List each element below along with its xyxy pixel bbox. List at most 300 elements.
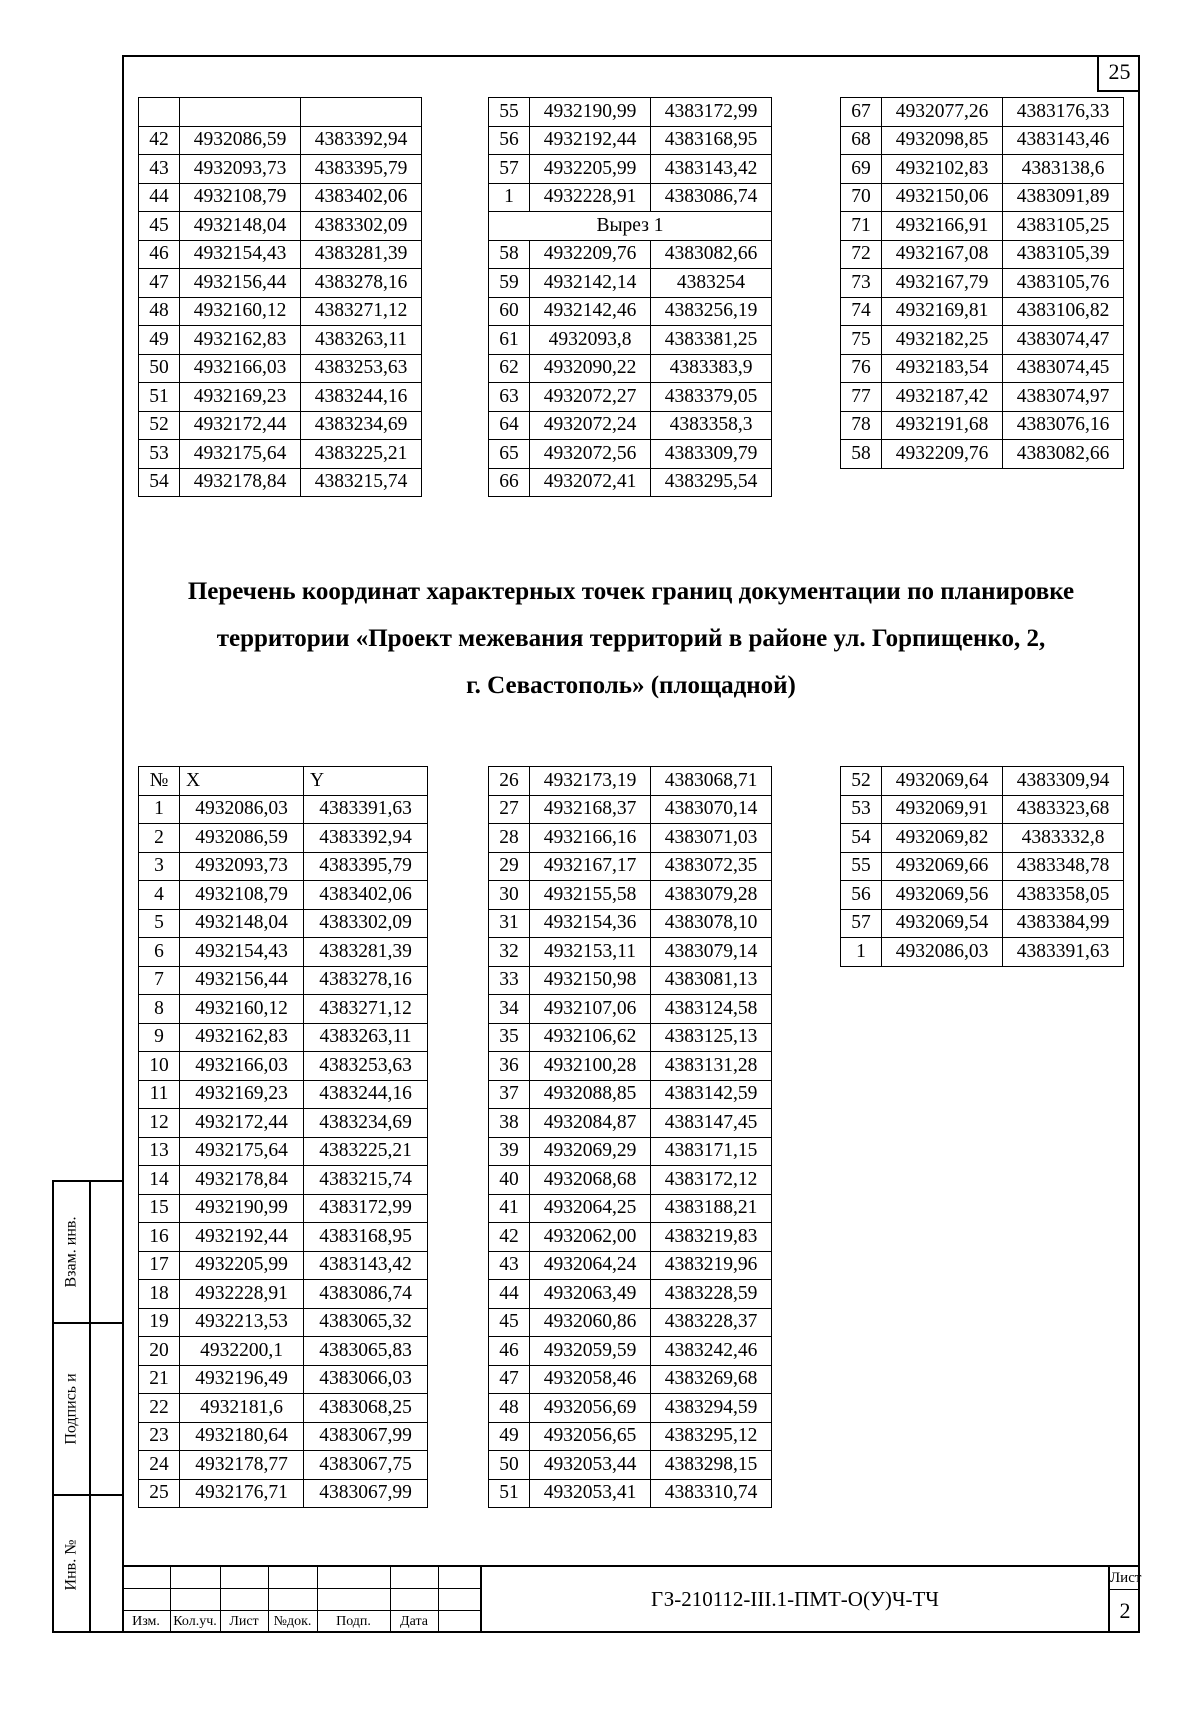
coord-x: 4932205,99 xyxy=(530,155,651,184)
title-line-1: Перечень координат характерных точек границ документации по планировке xyxy=(187,578,1075,605)
point-number: 67 xyxy=(841,98,882,127)
point-number: 42 xyxy=(139,126,180,155)
coord-y: 4383067,99 xyxy=(304,1422,428,1451)
table-row xyxy=(489,1394,772,1423)
table-row xyxy=(139,881,428,910)
table-row xyxy=(139,354,422,383)
coord-x xyxy=(180,98,301,127)
coord-x: 4932150,98 xyxy=(530,966,651,995)
coord-x: 4932205,99 xyxy=(180,1251,304,1280)
coord-x: 4932056,65 xyxy=(530,1422,651,1451)
coord-x: 4932162,83 xyxy=(180,1023,304,1052)
table-row xyxy=(489,1137,772,1166)
point-number xyxy=(139,98,180,127)
coord-y: 4383143,42 xyxy=(304,1251,428,1280)
table-row xyxy=(489,909,772,938)
coord-x: 4932102,83 xyxy=(882,155,1003,184)
coord-x: 4932175,64 xyxy=(180,1137,304,1166)
coord-y: 4383068,71 xyxy=(651,767,772,796)
table-row xyxy=(139,966,428,995)
table-row xyxy=(139,326,422,355)
coord-y: 4383302,09 xyxy=(304,909,428,938)
coord-y: 4383395,79 xyxy=(304,852,428,881)
table-row xyxy=(841,767,1124,796)
coord-x: 4932064,25 xyxy=(530,1194,651,1223)
coord-x: 4932072,41 xyxy=(530,468,651,497)
point-number: 56 xyxy=(489,126,530,155)
point-number: 3 xyxy=(139,852,180,881)
coord-y: 4383310,74 xyxy=(651,1479,772,1508)
coord-y: 4383079,28 xyxy=(651,881,772,910)
point-number: 29 xyxy=(489,852,530,881)
coord-y: 4383295,54 xyxy=(651,468,772,497)
table-row xyxy=(139,909,428,938)
table-row xyxy=(841,183,1124,212)
point-number: 65 xyxy=(489,440,530,469)
coord-y: 4383278,16 xyxy=(304,966,428,995)
table-row xyxy=(139,1394,428,1423)
coord-x: 4932155,58 xyxy=(530,881,651,910)
title-block-header: Дата xyxy=(400,1614,428,1629)
point-number: 15 xyxy=(139,1194,180,1223)
title-block-header: Лист xyxy=(229,1614,259,1629)
coord-x: 4932084,87 xyxy=(530,1109,651,1138)
coord-y: 4383072,35 xyxy=(651,852,772,881)
point-number: 40 xyxy=(489,1166,530,1195)
table-row xyxy=(139,1166,428,1195)
header-point-number: № xyxy=(139,767,180,796)
table-row xyxy=(139,1337,428,1366)
coord-x: 4932168,37 xyxy=(530,795,651,824)
table-row xyxy=(489,383,772,412)
coord-table-bottom-3 xyxy=(840,766,1124,967)
point-number: 13 xyxy=(139,1137,180,1166)
coord-x: 4932098,85 xyxy=(882,126,1003,155)
coord-x: 4932169,81 xyxy=(882,297,1003,326)
table-row xyxy=(139,824,428,853)
point-number: 52 xyxy=(139,411,180,440)
point-number: 10 xyxy=(139,1052,180,1081)
coord-x: 4932064,24 xyxy=(530,1251,651,1280)
table-row xyxy=(489,1166,772,1195)
coord-y: 4383358,05 xyxy=(1003,881,1124,910)
point-number: 44 xyxy=(139,183,180,212)
table-row xyxy=(139,995,428,1024)
sheet-label: Лист xyxy=(1110,1567,1140,1590)
table-row xyxy=(489,795,772,824)
coord-y: 4383082,66 xyxy=(1003,440,1124,469)
table-row xyxy=(139,297,422,326)
point-number: 71 xyxy=(841,212,882,241)
table-row xyxy=(139,1251,428,1280)
coord-x: 4932154,43 xyxy=(180,240,301,269)
point-number: 52 xyxy=(841,767,882,796)
coord-x: 4932228,91 xyxy=(180,1280,304,1309)
coord-x: 4932172,44 xyxy=(180,1109,304,1138)
coord-x: 4932160,12 xyxy=(180,995,304,1024)
coord-x: 4932156,44 xyxy=(180,269,301,298)
coord-y: 4383225,21 xyxy=(304,1137,428,1166)
coord-x: 4932086,59 xyxy=(180,824,304,853)
point-number: 11 xyxy=(139,1080,180,1109)
point-number: 69 xyxy=(841,155,882,184)
point-number: 30 xyxy=(489,881,530,910)
table-row xyxy=(139,468,422,497)
point-number: 46 xyxy=(139,240,180,269)
coord-x: 4932153,11 xyxy=(530,938,651,967)
coord-y: 4383244,16 xyxy=(304,1080,428,1109)
coord-x: 4932178,84 xyxy=(180,468,301,497)
table-row xyxy=(139,440,422,469)
coord-x: 4932142,14 xyxy=(530,269,651,298)
coord-y: 4383172,99 xyxy=(304,1194,428,1223)
coord-y: 4383125,13 xyxy=(651,1023,772,1052)
coord-y: 4383278,16 xyxy=(301,269,422,298)
coord-y: 4383188,21 xyxy=(651,1194,772,1223)
coord-x: 4932053,44 xyxy=(530,1451,651,1480)
title-line-3: г. Севастополь» (площадной) xyxy=(466,672,796,699)
coord-y: 4383105,25 xyxy=(1003,212,1124,241)
table-row xyxy=(841,354,1124,383)
point-number: 8 xyxy=(139,995,180,1024)
coord-table-top-3 xyxy=(840,97,1124,469)
coord-y: 4383242,46 xyxy=(651,1337,772,1366)
table-row xyxy=(489,995,772,1024)
coord-y: 4383105,39 xyxy=(1003,240,1124,269)
point-number: 18 xyxy=(139,1280,180,1309)
point-number: 1 xyxy=(489,183,530,212)
coord-table-bottom-1 xyxy=(138,766,428,1508)
table-row xyxy=(489,966,772,995)
point-number: 26 xyxy=(489,767,530,796)
coord-x: 4932056,69 xyxy=(530,1394,651,1423)
coord-y: 4383323,68 xyxy=(1003,795,1124,824)
table-row xyxy=(139,767,428,796)
point-number: 61 xyxy=(489,326,530,355)
coord-x: 4932069,56 xyxy=(882,881,1003,910)
table-row xyxy=(139,411,422,440)
point-number: 50 xyxy=(139,354,180,383)
point-number: 62 xyxy=(489,354,530,383)
coord-x: 4932093,73 xyxy=(180,852,304,881)
side-stamp-inv: Инв. № xyxy=(62,1539,80,1590)
coord-x: 4932175,64 xyxy=(180,440,301,469)
table-row xyxy=(841,795,1124,824)
coord-x: 4932063,49 xyxy=(530,1280,651,1309)
point-number: 63 xyxy=(489,383,530,412)
point-number: 37 xyxy=(489,1080,530,1109)
coord-y: 4383234,69 xyxy=(301,411,422,440)
coord-y: 4383082,66 xyxy=(651,240,772,269)
coord-x: 4932100,28 xyxy=(530,1052,651,1081)
point-number: 14 xyxy=(139,1166,180,1195)
point-number: 12 xyxy=(139,1109,180,1138)
coord-x: 4932209,76 xyxy=(530,240,651,269)
table-row xyxy=(489,297,772,326)
table-row xyxy=(489,411,772,440)
coord-y: 4383091,89 xyxy=(1003,183,1124,212)
point-number: 55 xyxy=(489,98,530,127)
coord-x: 4932069,54 xyxy=(882,909,1003,938)
point-number: 6 xyxy=(139,938,180,967)
point-number: 47 xyxy=(489,1365,530,1394)
title-line-2: территории «Проект межевания территорий в районе ул. Горпищенко, 2, xyxy=(216,625,1046,652)
coord-y: 4383142,59 xyxy=(651,1080,772,1109)
coord-y: 4383244,16 xyxy=(301,383,422,412)
coord-y: 4383263,11 xyxy=(304,1023,428,1052)
point-number: 54 xyxy=(139,468,180,497)
coord-x: 4932176,71 xyxy=(180,1479,304,1508)
coord-x: 4932166,03 xyxy=(180,1052,304,1081)
table-row xyxy=(841,383,1124,412)
coord-x: 4932167,79 xyxy=(882,269,1003,298)
table-row xyxy=(139,1052,428,1081)
point-number: 31 xyxy=(489,909,530,938)
point-number: 42 xyxy=(489,1223,530,1252)
table-row xyxy=(841,297,1124,326)
table-row xyxy=(139,1023,428,1052)
coord-y: 4383309,79 xyxy=(651,440,772,469)
point-number: 53 xyxy=(841,795,882,824)
header-coord-x: X xyxy=(180,767,304,796)
coord-y: 4383219,83 xyxy=(651,1223,772,1252)
point-number: 77 xyxy=(841,383,882,412)
coord-table-top-2 xyxy=(488,97,772,497)
coord-y: 4383171,15 xyxy=(651,1137,772,1166)
coord-x: 4932060,86 xyxy=(530,1308,651,1337)
coord-x: 4932160,12 xyxy=(180,297,301,326)
coord-x: 4932068,68 xyxy=(530,1166,651,1195)
table-row xyxy=(489,881,772,910)
table-row xyxy=(139,795,428,824)
coord-y: 4383281,39 xyxy=(304,938,428,967)
side-stamp-vzam: Взам. инв. xyxy=(62,1216,80,1288)
coord-x: 4932072,56 xyxy=(530,440,651,469)
coord-x: 4932072,24 xyxy=(530,411,651,440)
coord-y: 4383074,45 xyxy=(1003,354,1124,383)
header-coord-y: Y xyxy=(304,767,428,796)
title-block-header: №док. xyxy=(273,1614,312,1629)
coord-x: 4932088,85 xyxy=(530,1080,651,1109)
coord-x: 4932090,22 xyxy=(530,354,651,383)
coord-y: 4383172,99 xyxy=(651,98,772,127)
coord-x: 4932166,16 xyxy=(530,824,651,853)
coord-x: 4932072,27 xyxy=(530,383,651,412)
coord-x: 4932062,00 xyxy=(530,1223,651,1252)
coord-x: 4932077,26 xyxy=(882,98,1003,127)
point-number: 57 xyxy=(841,909,882,938)
coord-x: 4932181,6 xyxy=(180,1394,304,1423)
coord-x: 4932169,23 xyxy=(180,1080,304,1109)
point-number: 4 xyxy=(139,881,180,910)
coord-y: 4383067,75 xyxy=(304,1451,428,1480)
table-row xyxy=(489,1194,772,1223)
coord-y: 4383070,14 xyxy=(651,795,772,824)
point-number: 21 xyxy=(139,1365,180,1394)
point-number: 46 xyxy=(489,1337,530,1366)
coord-y: 4383384,99 xyxy=(1003,909,1124,938)
table-row xyxy=(489,1052,772,1081)
table-row xyxy=(489,852,772,881)
coord-x: 4932106,62 xyxy=(530,1023,651,1052)
coord-x: 4932058,46 xyxy=(530,1365,651,1394)
table-row xyxy=(489,1479,772,1508)
table-row xyxy=(489,440,772,469)
coord-y: 4383168,95 xyxy=(304,1223,428,1252)
coord-x: 4932180,64 xyxy=(180,1422,304,1451)
coord-y: 4383253,63 xyxy=(301,354,422,383)
point-number: 60 xyxy=(489,297,530,326)
point-number: 39 xyxy=(489,1137,530,1166)
coord-y: 4383358,3 xyxy=(651,411,772,440)
coord-y: 4383402,06 xyxy=(301,183,422,212)
point-number: 35 xyxy=(489,1023,530,1052)
side-stamp xyxy=(52,1180,122,1633)
table-row xyxy=(139,269,422,298)
coord-y: 4383074,47 xyxy=(1003,326,1124,355)
point-number: 27 xyxy=(489,795,530,824)
coord-y: 4383219,96 xyxy=(651,1251,772,1280)
coord-y: 4383131,28 xyxy=(651,1052,772,1081)
point-number: 17 xyxy=(139,1251,180,1280)
table-row xyxy=(841,155,1124,184)
table-row xyxy=(841,98,1124,127)
coord-y: 4383079,14 xyxy=(651,938,772,967)
table-row xyxy=(489,126,772,155)
point-number: 36 xyxy=(489,1052,530,1081)
table-row xyxy=(489,269,772,298)
coord-x: 4932069,64 xyxy=(882,767,1003,796)
table-row xyxy=(489,1109,772,1138)
point-number: 2 xyxy=(139,824,180,853)
coord-x: 4932093,73 xyxy=(180,155,301,184)
document-code: ГЗ-210112-III.1-ПМТ-О(У)Ч-ТЧ xyxy=(480,1565,1108,1633)
point-number: 51 xyxy=(489,1479,530,1508)
point-number: 51 xyxy=(139,383,180,412)
coord-y: 4383172,12 xyxy=(651,1166,772,1195)
coord-x: 4932093,8 xyxy=(530,326,651,355)
table-row xyxy=(489,767,772,796)
coord-y: 4383383,9 xyxy=(651,354,772,383)
title-block-header: Изм. xyxy=(132,1614,160,1629)
point-number: 19 xyxy=(139,1308,180,1337)
coord-x: 4932200,1 xyxy=(180,1337,304,1366)
point-number: 43 xyxy=(489,1251,530,1280)
coord-y: 4383298,15 xyxy=(651,1451,772,1480)
coord-y: 4383391,63 xyxy=(304,795,428,824)
coord-y: 4383228,59 xyxy=(651,1280,772,1309)
coord-y: 4383281,39 xyxy=(301,240,422,269)
coord-x: 4932069,82 xyxy=(882,824,1003,853)
coord-x: 4932173,19 xyxy=(530,767,651,796)
coord-y: 4383269,68 xyxy=(651,1365,772,1394)
coord-y: 4383402,06 xyxy=(304,881,428,910)
coord-x: 4932150,06 xyxy=(882,183,1003,212)
coord-y: 4383168,95 xyxy=(651,126,772,155)
table-row xyxy=(139,1422,428,1451)
table-row xyxy=(139,1479,428,1508)
coord-y: 4383076,16 xyxy=(1003,411,1124,440)
point-number: 1 xyxy=(841,938,882,967)
coord-y: 4383066,03 xyxy=(304,1365,428,1394)
table-row xyxy=(139,1308,428,1337)
page-number: 25 xyxy=(1097,55,1140,92)
table-row xyxy=(841,326,1124,355)
point-number: 49 xyxy=(139,326,180,355)
table-row xyxy=(489,1080,772,1109)
point-number: 45 xyxy=(139,212,180,241)
coord-y: 4383143,42 xyxy=(651,155,772,184)
coord-y: 4383068,25 xyxy=(304,1394,428,1423)
coord-x: 4932167,17 xyxy=(530,852,651,881)
table-row xyxy=(489,1280,772,1309)
coord-x: 4932228,91 xyxy=(530,183,651,212)
coord-y: 4383309,94 xyxy=(1003,767,1124,796)
coord-x: 4932053,41 xyxy=(530,1479,651,1508)
section-label: Вырез 1 xyxy=(489,212,772,241)
coord-x: 4932108,79 xyxy=(180,183,301,212)
coord-y: 4383294,59 xyxy=(651,1394,772,1423)
coord-x: 4932162,83 xyxy=(180,326,301,355)
coord-y xyxy=(301,98,422,127)
coord-y: 4383081,13 xyxy=(651,966,772,995)
coord-x: 4932069,91 xyxy=(882,795,1003,824)
coord-y: 4383225,21 xyxy=(301,440,422,469)
table-row xyxy=(489,1451,772,1480)
side-stamp-podpis: Подпись и xyxy=(62,1373,80,1445)
table-row xyxy=(841,269,1124,298)
coord-x: 4932166,03 xyxy=(180,354,301,383)
table-row xyxy=(489,1023,772,1052)
point-number: 16 xyxy=(139,1223,180,1252)
coord-y: 4383263,11 xyxy=(301,326,422,355)
coord-y: 4383215,74 xyxy=(304,1166,428,1195)
table-row xyxy=(841,909,1124,938)
table-row xyxy=(489,155,772,184)
point-number: 70 xyxy=(841,183,882,212)
coord-x: 4932154,43 xyxy=(180,938,304,967)
coord-y: 4383295,12 xyxy=(651,1422,772,1451)
coord-x: 4932182,25 xyxy=(882,326,1003,355)
point-number: 78 xyxy=(841,411,882,440)
table-row xyxy=(489,824,772,853)
table-row xyxy=(139,126,422,155)
coord-x: 4932187,42 xyxy=(882,383,1003,412)
title-block-header: Кол.уч. xyxy=(173,1614,217,1629)
coord-y: 4383392,94 xyxy=(301,126,422,155)
coord-y: 4383391,63 xyxy=(1003,938,1124,967)
coord-y: 4383074,97 xyxy=(1003,383,1124,412)
table-row xyxy=(489,938,772,967)
coord-y: 4383147,45 xyxy=(651,1109,772,1138)
coord-x: 4932154,36 xyxy=(530,909,651,938)
coord-x: 4932169,23 xyxy=(180,383,301,412)
table-row xyxy=(489,354,772,383)
document-title xyxy=(122,568,1140,709)
coord-y: 4383143,46 xyxy=(1003,126,1124,155)
table-row xyxy=(489,1223,772,1252)
coord-x: 4932059,59 xyxy=(530,1337,651,1366)
title-block xyxy=(122,1565,1140,1633)
point-number: 1 xyxy=(139,795,180,824)
coord-y: 4383138,6 xyxy=(1003,155,1124,184)
point-number: 41 xyxy=(489,1194,530,1223)
title-block-revision-grid xyxy=(122,1565,480,1633)
table-row xyxy=(139,383,422,412)
table-row xyxy=(489,212,772,241)
point-number: 75 xyxy=(841,326,882,355)
table-row xyxy=(489,98,772,127)
